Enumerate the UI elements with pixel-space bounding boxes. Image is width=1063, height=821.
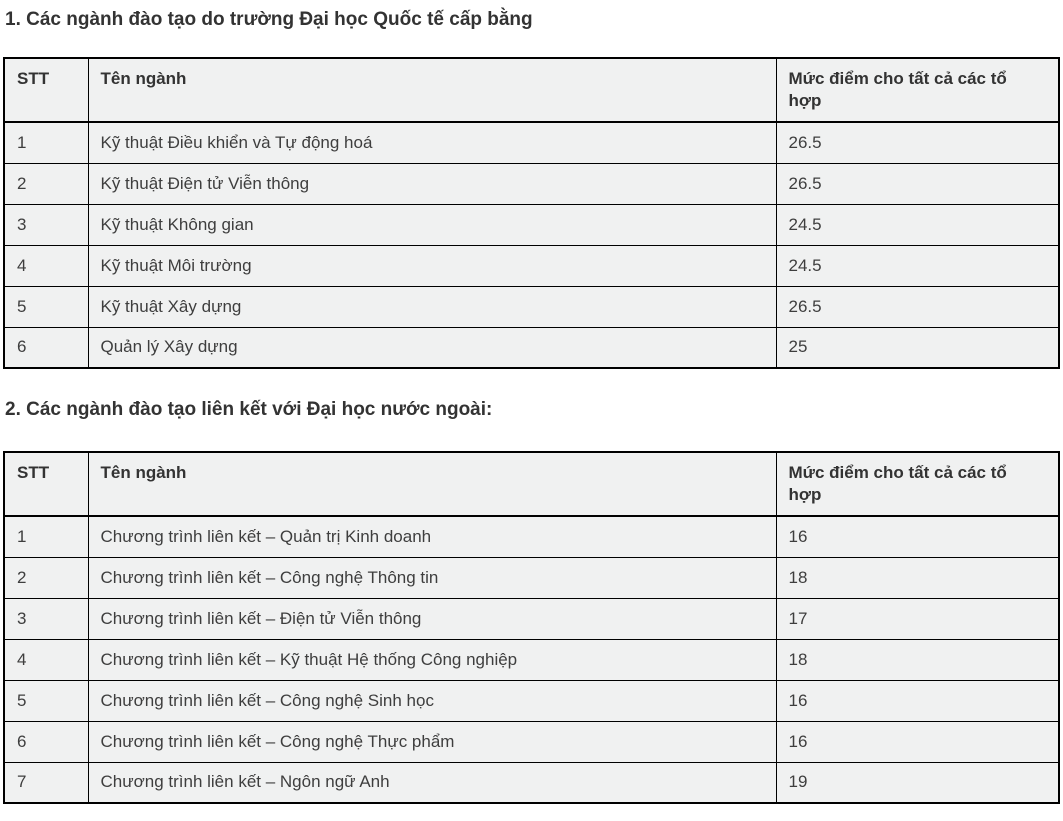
cell-muc-diem: 26.5 — [776, 286, 1059, 327]
cell-stt: 2 — [4, 163, 88, 204]
table-row — [4, 204, 1059, 245]
cell-muc-diem: 16 — [776, 516, 1059, 557]
cell-muc-diem: 24.5 — [776, 204, 1059, 245]
table-row — [4, 516, 1059, 557]
cell-stt: 3 — [4, 598, 88, 639]
cell-stt: 2 — [4, 557, 88, 598]
cell-muc-diem: 17 — [776, 598, 1059, 639]
header-cell-muc-diem: Mức điểm cho tất cả các tổ hợp — [776, 58, 1059, 122]
section-2-heading: 2. Các ngành đào tạo liên kết với Đại học nước ngoài: — [5, 399, 493, 420]
cell-stt: 6 — [4, 327, 88, 368]
cell-ten-nganh: Chương trình liên kết – Công nghệ Thực phẩm — [88, 721, 776, 762]
cell-ten-nganh: Chương trình liên kết – Quản trị Kinh doanh — [88, 516, 776, 557]
cell-ten-nganh: Chương trình liên kết – Điện tử Viễn thông — [88, 598, 776, 639]
cell-stt: 1 — [4, 516, 88, 557]
cell-muc-diem: 18 — [776, 639, 1059, 680]
cell-stt: 5 — [4, 286, 88, 327]
cell-muc-diem: 19 — [776, 762, 1059, 803]
cell-ten-nganh: Chương trình liên kết – Công nghệ Thông tin — [88, 557, 776, 598]
table-row — [4, 598, 1059, 639]
cell-ten-nganh: Quản lý Xây dựng — [88, 327, 776, 368]
cell-ten-nganh: Kỹ thuật Xây dựng — [88, 286, 776, 327]
cell-ten-nganh: Chương trình liên kết – Ngôn ngữ Anh — [88, 762, 776, 803]
table-header-row — [4, 452, 1059, 516]
section-1-heading: 1. Các ngành đào tạo do trường Đại học Quốc tế cấp bằng — [5, 9, 533, 30]
table-row — [4, 680, 1059, 721]
cell-muc-diem: 24.5 — [776, 245, 1059, 286]
cell-ten-nganh: Kỹ thuật Không gian — [88, 204, 776, 245]
header-cell-muc-diem: Mức điểm cho tất cả các tổ hợp — [776, 452, 1059, 516]
table-row — [4, 122, 1059, 163]
table-row — [4, 286, 1059, 327]
table-row — [4, 245, 1059, 286]
table-row — [4, 163, 1059, 204]
table-row — [4, 327, 1059, 368]
cell-stt: 6 — [4, 721, 88, 762]
cell-muc-diem: 18 — [776, 557, 1059, 598]
header-cell-stt: STT — [4, 58, 88, 122]
cell-stt: 4 — [4, 639, 88, 680]
cell-stt: 3 — [4, 204, 88, 245]
table-row — [4, 557, 1059, 598]
cell-muc-diem: 25 — [776, 327, 1059, 368]
header-cell-ten-nganh: Tên ngành — [88, 452, 776, 516]
cell-muc-diem: 16 — [776, 680, 1059, 721]
cell-ten-nganh: Kỹ thuật Điện tử Viễn thông — [88, 163, 776, 204]
table-row — [4, 721, 1059, 762]
cell-muc-diem: 16 — [776, 721, 1059, 762]
header-cell-stt: STT — [4, 452, 88, 516]
score-table-1 — [3, 57, 1060, 369]
cell-muc-diem: 26.5 — [776, 122, 1059, 163]
table-header-row — [4, 58, 1059, 122]
table-row — [4, 639, 1059, 680]
score-table-2 — [3, 451, 1060, 804]
cell-stt: 5 — [4, 680, 88, 721]
cell-ten-nganh: Kỹ thuật Môi trường — [88, 245, 776, 286]
header-cell-ten-nganh: Tên ngành — [88, 58, 776, 122]
cell-ten-nganh: Chương trình liên kết – Công nghệ Sinh học — [88, 680, 776, 721]
cell-ten-nganh: Kỹ thuật Điều khiển và Tự động hoá — [88, 122, 776, 163]
cell-stt: 1 — [4, 122, 88, 163]
table-row — [4, 762, 1059, 803]
cell-stt: 7 — [4, 762, 88, 803]
cell-muc-diem: 26.5 — [776, 163, 1059, 204]
cell-ten-nganh: Chương trình liên kết – Kỹ thuật Hệ thống Công nghiệp — [88, 639, 776, 680]
cell-stt: 4 — [4, 245, 88, 286]
